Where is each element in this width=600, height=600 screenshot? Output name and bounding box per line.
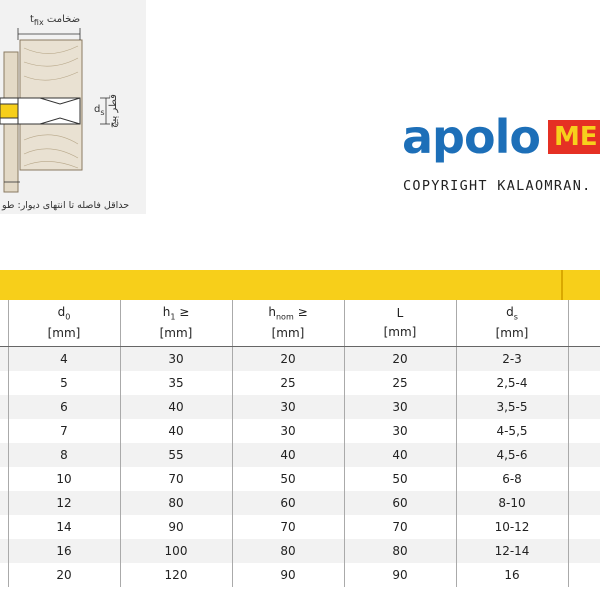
- table-cell: 8: [8, 443, 120, 467]
- row-blank-cell-right: [568, 563, 600, 587]
- table-cell: 40: [344, 443, 456, 467]
- anchor-drawing-icon: [0, 0, 146, 214]
- row-blank-cell: [0, 491, 8, 515]
- table-cell: 3,5-5: [456, 395, 568, 419]
- row-blank-cell-right: [568, 491, 600, 515]
- row-blank-cell: [0, 515, 8, 539]
- row-blank-cell: [0, 419, 8, 443]
- row-blank-cell-right: [568, 347, 600, 372]
- row-blank-cell-right: [568, 515, 600, 539]
- table-cell: 80: [120, 491, 232, 515]
- table-cell: 30: [344, 419, 456, 443]
- table-cell: 30: [232, 419, 344, 443]
- table-cell: 20: [344, 347, 456, 372]
- table-cell: 50: [232, 467, 344, 491]
- table-cell: 4-5,5: [456, 419, 568, 443]
- table-cell: 20: [8, 563, 120, 587]
- table-cell: 60: [232, 491, 344, 515]
- table-cell: 12: [8, 491, 120, 515]
- row-blank-cell: [0, 563, 8, 587]
- row-blank-cell-right: [568, 395, 600, 419]
- table-header-row: [0, 300, 600, 347]
- ds-label: $d_s$: [94, 104, 105, 117]
- table-cell: 80: [344, 539, 456, 563]
- table-cell: 80: [232, 539, 344, 563]
- table-cell: 60: [344, 491, 456, 515]
- row-blank-cell: [0, 371, 8, 395]
- row-blank-cell: [0, 347, 8, 372]
- table-cell: 14: [8, 515, 120, 539]
- row-blank-cell: [0, 443, 8, 467]
- header-h1: $h_1$ ≥ [mm]: [120, 300, 232, 347]
- header-L: L [mm]: [344, 300, 456, 347]
- row-blank-cell-right: [568, 443, 600, 467]
- header-d0: $d_0$ [mm]: [8, 300, 120, 347]
- table-cell: 40: [120, 395, 232, 419]
- table-title-bar: [0, 270, 600, 300]
- table-cell: 35: [120, 371, 232, 395]
- table-cell: 25: [232, 371, 344, 395]
- table-cell: 30: [344, 395, 456, 419]
- table-cell: 30: [232, 395, 344, 419]
- table-row: [0, 563, 600, 587]
- table-row: [0, 347, 600, 372]
- table-cell: 4: [8, 347, 120, 372]
- min-distance-label: حداقل فاصله تا انتهای دیوار: طو: [2, 200, 130, 211]
- table-cell: 30: [120, 347, 232, 372]
- table-row: [0, 419, 600, 443]
- row-blank-cell-right: [568, 539, 600, 563]
- title-bar-divider: [561, 270, 563, 300]
- table-cell: 90: [120, 515, 232, 539]
- table-cell: 20: [232, 347, 344, 372]
- thickness-label: ضخامت $t_{fix}$: [30, 14, 81, 27]
- header-ds: $d_s$ [mm]: [456, 300, 568, 347]
- row-blank-cell: [0, 539, 8, 563]
- header-blank: [0, 300, 8, 347]
- table-cell: 10: [8, 467, 120, 491]
- table-cell: 40: [232, 443, 344, 467]
- table-row: [0, 491, 600, 515]
- logo-badge: ME: [548, 120, 600, 154]
- row-blank-cell-right: [568, 419, 600, 443]
- table-row: [0, 443, 600, 467]
- specification-table: [0, 300, 600, 587]
- table-cell: 55: [120, 443, 232, 467]
- row-blank-cell-right: [568, 467, 600, 491]
- table-cell: 16: [456, 563, 568, 587]
- header-blank-right: [568, 300, 600, 347]
- table-row: [0, 395, 600, 419]
- table-cell: 5: [8, 371, 120, 395]
- table-cell: 120: [120, 563, 232, 587]
- row-blank-cell-right: [568, 371, 600, 395]
- table-cell: 90: [344, 563, 456, 587]
- table-row: [0, 371, 600, 395]
- table-cell: 12-14: [456, 539, 568, 563]
- table-cell: 8-10: [456, 491, 568, 515]
- table-cell: 70: [232, 515, 344, 539]
- copyright-text: COPYRIGHT KALAOMRAN.: [403, 178, 592, 194]
- table-cell: 6: [8, 395, 120, 419]
- table-cell: 2,5-4: [456, 371, 568, 395]
- table-cell: 6-8: [456, 467, 568, 491]
- brand-logo: [402, 112, 600, 162]
- screw-diameter-label: قطر پیچ: [108, 94, 119, 128]
- table-cell: 16: [8, 539, 120, 563]
- table-cell: 4,5-6: [456, 443, 568, 467]
- table-cell: 2-3: [456, 347, 568, 372]
- table-cell: 40: [120, 419, 232, 443]
- header-hnom: $h_{nom}$ ≥ [mm]: [232, 300, 344, 347]
- table-cell: 50: [344, 467, 456, 491]
- table-cell: 10-12: [456, 515, 568, 539]
- table-row: [0, 515, 600, 539]
- logo-wordmark: apolo: [402, 110, 540, 164]
- row-blank-cell: [0, 395, 8, 419]
- table-cell: 70: [120, 467, 232, 491]
- table-cell: 100: [120, 539, 232, 563]
- table-row: [0, 539, 600, 563]
- table-cell: 25: [344, 371, 456, 395]
- table-cell: 90: [232, 563, 344, 587]
- table-row: [0, 467, 600, 491]
- installation-diagram: [0, 0, 146, 214]
- row-blank-cell: [0, 467, 8, 491]
- table-cell: 7: [8, 419, 120, 443]
- table-cell: 70: [344, 515, 456, 539]
